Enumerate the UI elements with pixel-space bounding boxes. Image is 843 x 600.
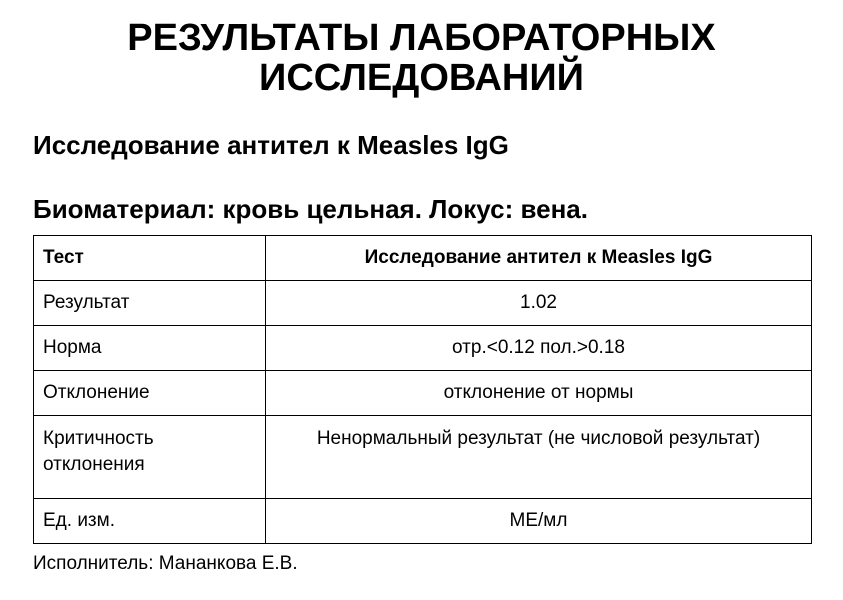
row-label: Результат [34,281,266,326]
row-value: Ненормальный результат (не числовой результат) [266,416,812,499]
row-label: Норма [34,326,266,371]
table-row [34,326,812,371]
title-line-1: РЕЗУЛЬТАТЫ ЛАБОРАТОРНЫХ [127,17,716,59]
row-value: отр.<0.12 пол.>0.18 [266,326,812,371]
biomaterial-heading: Биоматериал: кровь цельная. Локус: вена. [33,194,588,224]
page-title [0,18,843,98]
header-cell-name: Исследование антител к Measles IgG [266,236,812,281]
row-label: Критичность отклонения [34,416,266,499]
row-value: отклонение от нормы [266,371,812,416]
table-row [34,499,812,544]
table-row [34,281,812,326]
row-value: МЕ/мл [266,499,812,544]
results-table [33,235,812,544]
row-label: Ед. изм. [34,499,266,544]
performer-footer: Исполнитель: Мананкова Е.В. [33,553,298,574]
table-header-row [34,236,812,281]
table-row [34,371,812,416]
study-heading: Исследование антител к Measles IgG [33,130,509,160]
header-cell-test: Тест [34,236,266,281]
title-line-2: ИССЛЕДОВАНИЙ [259,57,584,99]
row-value: 1.02 [266,281,812,326]
row-label: Отклонение [34,371,266,416]
table-row [34,416,812,499]
